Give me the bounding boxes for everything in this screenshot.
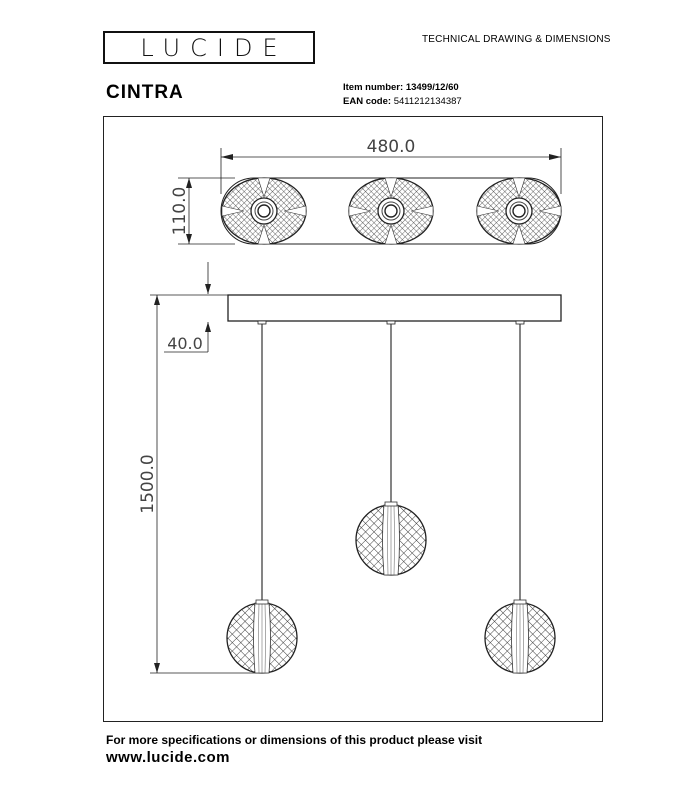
- canopy-height-label: 40.0: [167, 334, 203, 353]
- top-view: [221, 178, 561, 244]
- top-view-lamp-3: [477, 178, 561, 244]
- product-name: CINTRA: [106, 82, 184, 103]
- pendant-globe-1: [227, 600, 297, 673]
- top-view-lamp-2: [349, 178, 433, 244]
- pendant-globe-2: [356, 502, 426, 575]
- pendant-globe-3: [485, 600, 555, 673]
- ean-label: EAN code:: [343, 96, 392, 107]
- footer-text: For more specifications or dimensions of this product please visit: [106, 733, 483, 747]
- logo-text: LUCIDE: [140, 33, 288, 62]
- ean-value: 5411212134387: [393, 96, 462, 107]
- item-number-value: 13499/12/60: [405, 82, 459, 93]
- total-height-label: 1500.0: [138, 454, 158, 514]
- top-view-lamp-1: [222, 178, 306, 244]
- canopy-front: [228, 295, 561, 321]
- item-number-label: Item number:: [343, 82, 404, 93]
- document-title: TECHNICAL DRAWING & DIMENSIONS: [422, 34, 611, 45]
- footer-url-link[interactable]: www.lucide.com: [106, 749, 230, 766]
- width-label: 480.0: [366, 137, 416, 157]
- depth-label: 110.0: [170, 186, 190, 236]
